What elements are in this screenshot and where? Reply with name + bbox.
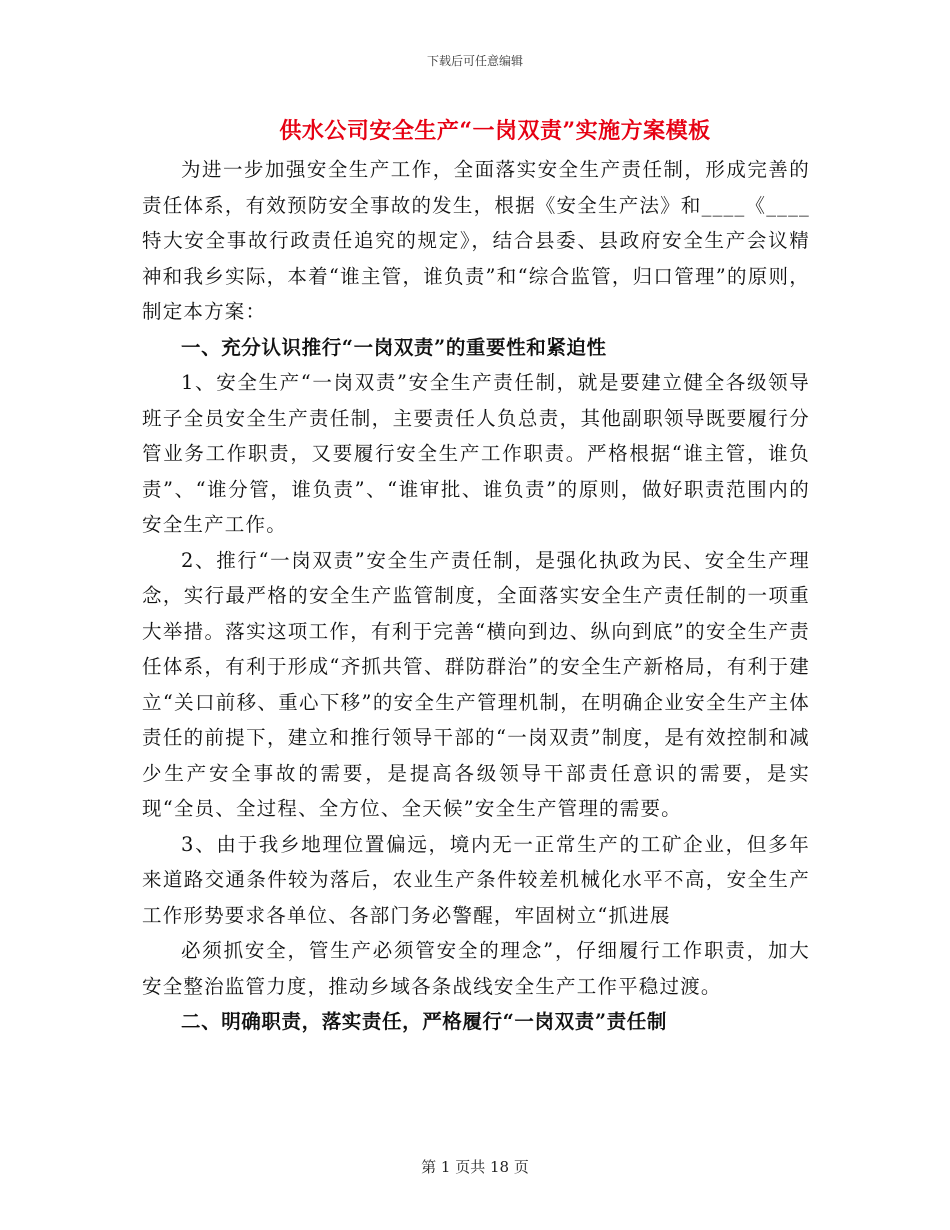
paragraph-item-3: 3、由于我乡地理位置偏远，境内无一正常生产的工矿企业，但多年来道路交通条件较为落后，农业生产条件较差机械化水平不高，安全生产工作形势要求各单位、各部门务必警醒，牢固树立“抓进展: [142, 832, 810, 927]
document-title: 供水公司安全生产“一岗双责”实施方案模板: [279, 118, 711, 144]
section-heading-2: 二、明确职责，落实责任，严格履行“一岗双责”责任制: [181, 1010, 667, 1033]
section-heading-1: 一、充分认识推行“一岗双责”的重要性和紧迫性: [181, 335, 607, 359]
intro-paragraph: 为进一步加强安全生产工作，全面落实安全生产责任制，形成完善的责任体系，有效预防安全事故的发生，根据《安全生产法》和____《____特大安全事故行政责任追究的规定》，结合县委、县政府安全生产会议精神和我乡实际，本着“谁主管，谁负责”和“综合监管，归口管理”的原则，制定本方案：: [142, 158, 810, 323]
paragraph-item-2: 2、推行“一岗双责”安全生产责任制，是强化执政为民、安全生产理念，实行最严格的安全生产监管制度，全面落实安全生产责任制的一项重大举措。落实这项工作，有利于完善“横向到边、纵向到底”的安全生产责任体系，有利于形成“齐抓共管、群防群治”的安全生产新格局，有利于建立“关口前移、重心下移”的安全生产管理机制，在明确企业安全生产主体责任的前提下，建立和推行领导干部的“一岗双责”制度，是有效控制和减少生产安全事故的需要，是提高各级领导干部责任意识的需要，是实现“全员、全过程、全方位、全天候”安全生产管理的需要。: [142, 548, 810, 820]
page-number: 第 1 页共 18 页: [421, 1158, 529, 1176]
document-body: [142, 152, 810, 1040]
paragraph-item-1: 1、安全生产“一岗双责”安全生产责任制，就是要建立健全各级领导班子全员安全生产责任制，主要责任人负总责，其他副职领导既要履行分管业务工作职责，又要履行安全生产工作职责。严格根据“谁主管，谁负责”、“谁分管，谁负责”、“谁审批、谁负责”的原则，做好职责范围内的安全生产工作。: [142, 371, 810, 536]
paragraph-item-3-continued: 必须抓安全，管生产必须管安全的理念”，仔细履行工作职责，加大安全整治监管力度，推动乡域各条战线安全生产工作平稳过渡。: [142, 939, 810, 998]
page-header-note: 下载后可任意编辑: [426, 54, 523, 68]
